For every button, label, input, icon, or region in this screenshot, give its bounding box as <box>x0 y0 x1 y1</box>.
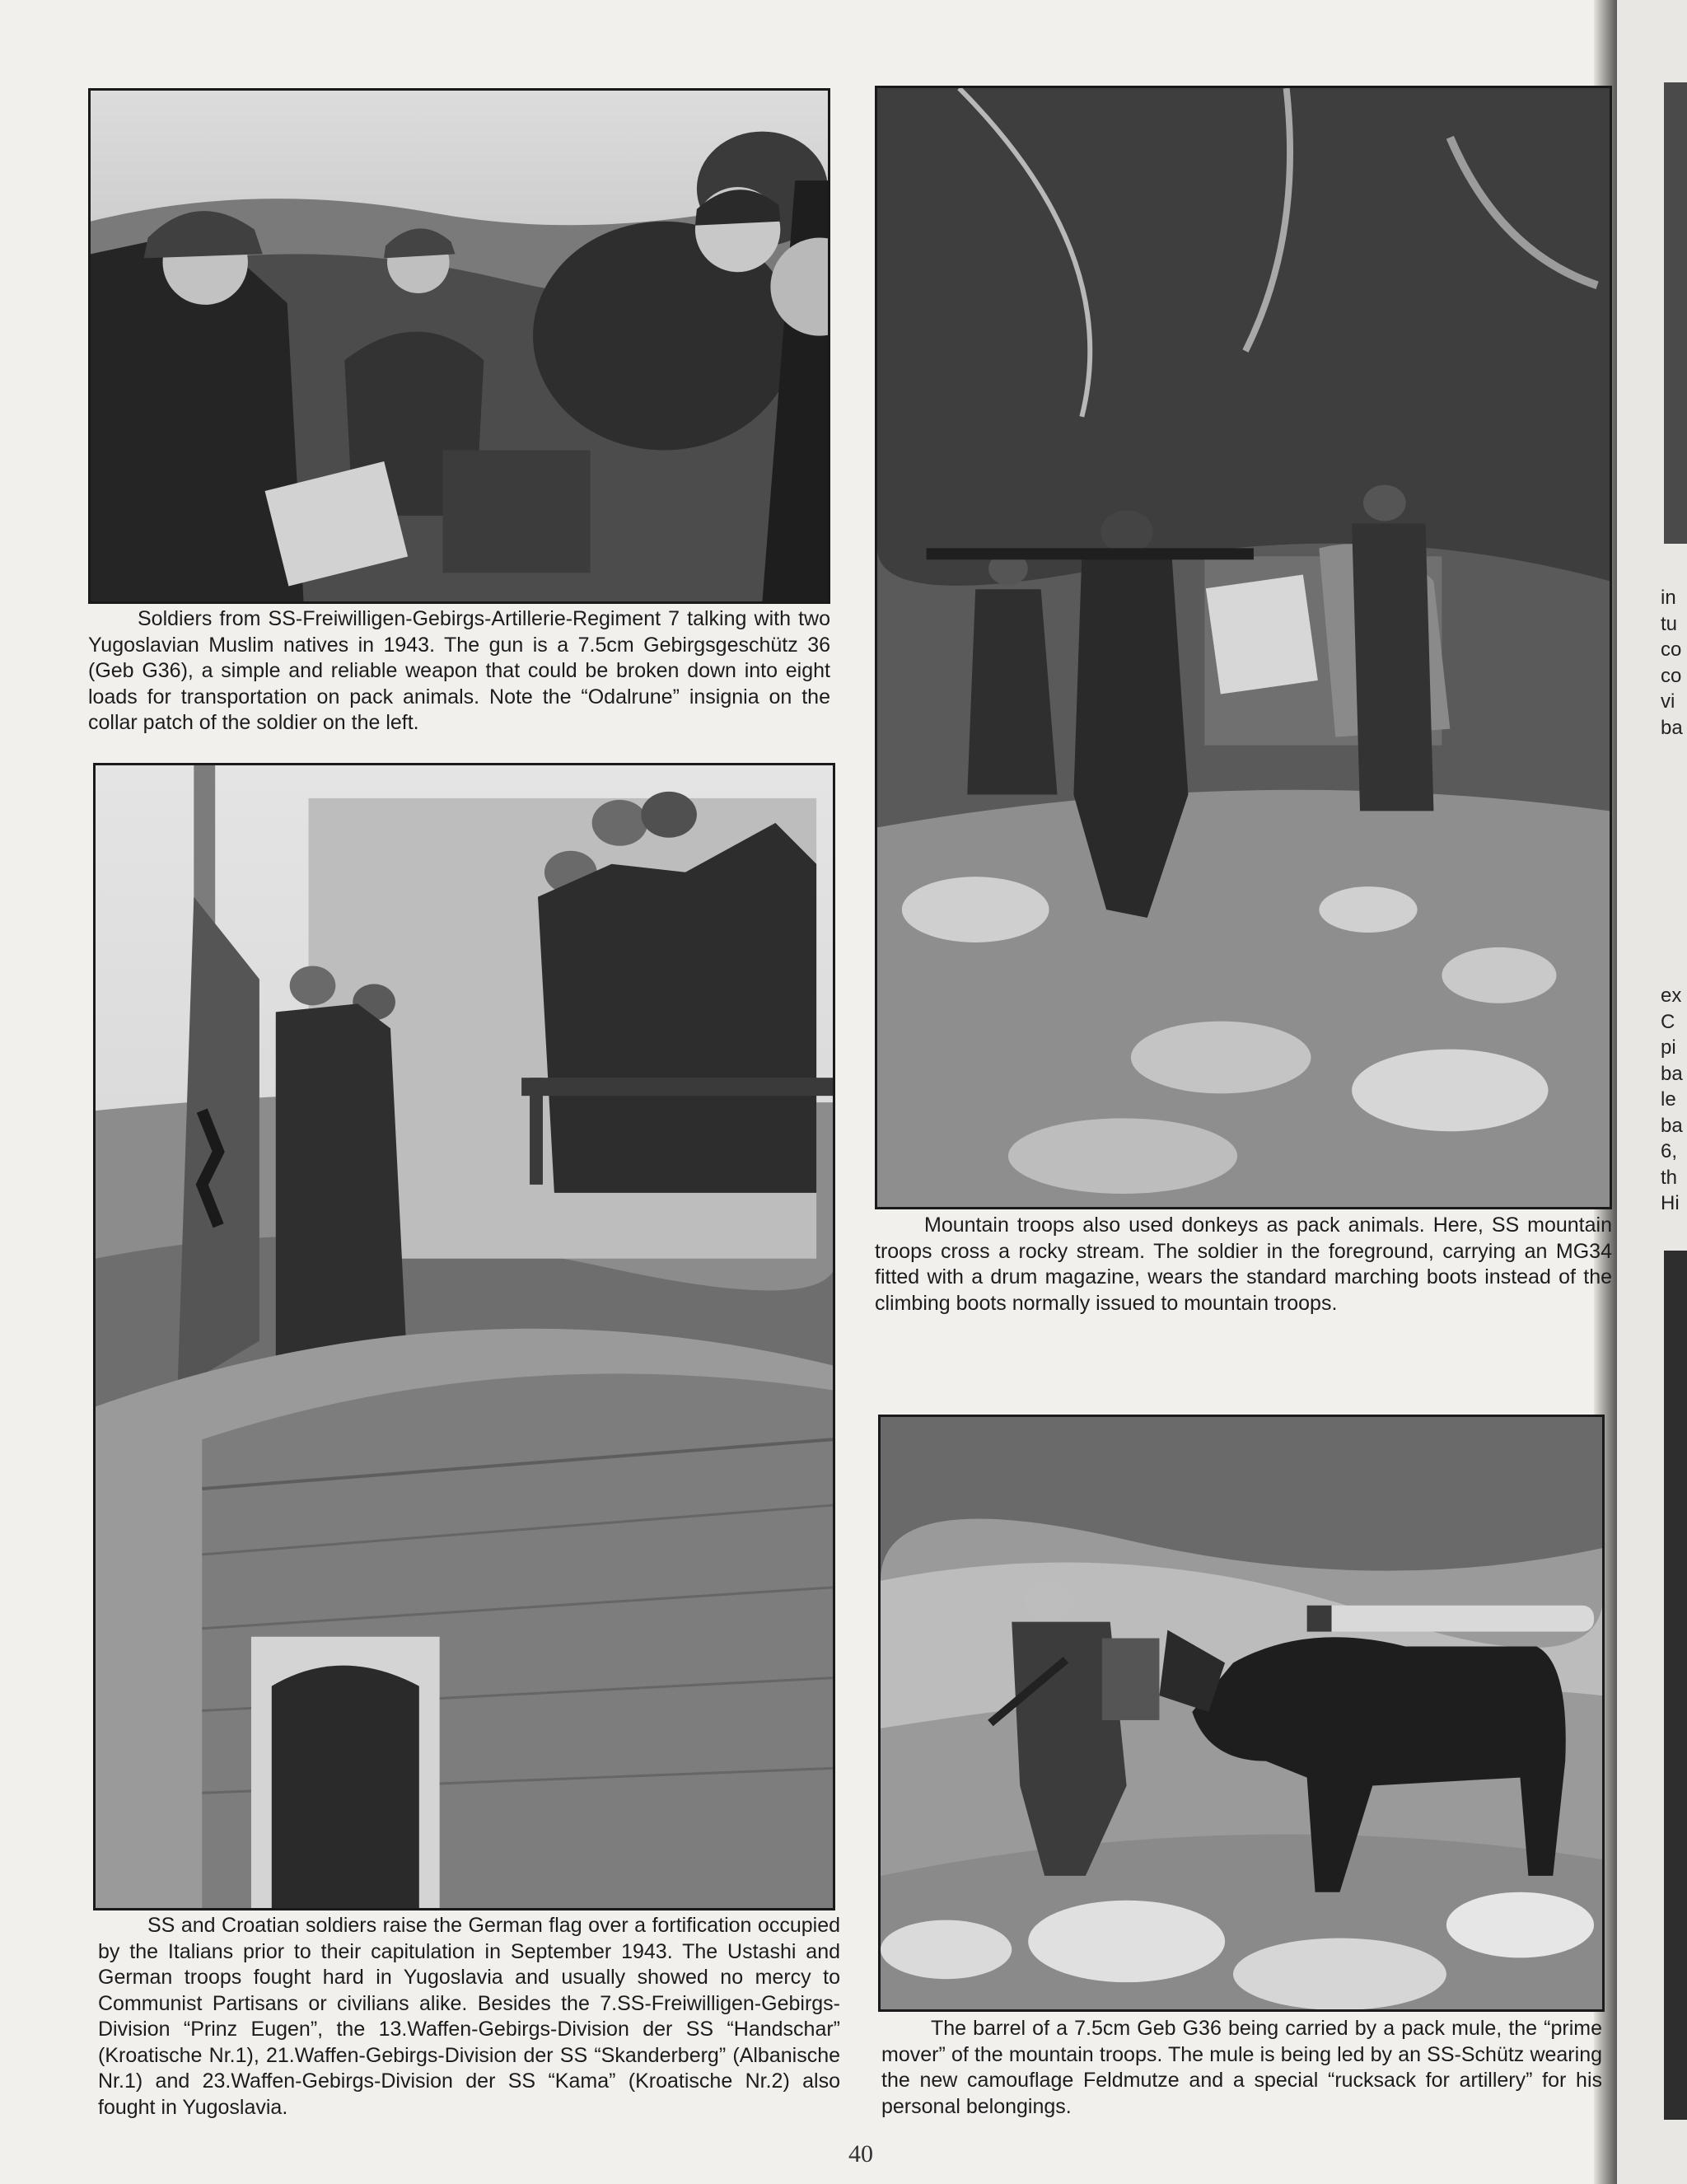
photo-1-caption: Soldiers from SS-Freiwilligen-Gebirgs-Artillerie-Regiment 7 talking with two Yugoslavian Muslim natives in 1943. The gun is a 7.5cm Gebirgsgeschütz 36 (Geb G36), a simple and reliable weapon that could be broken down into eight loads for transportation on pack animals. Note the “Odalrune” insignia on the collar patch of the soldier on the left. <box>88 607 830 734</box>
adjacent-fragment: ex <box>1661 984 1682 1007</box>
photo-2-caption: SS and Croatian soldiers raise the German flag over a fortification occupied by the Italians prior to their capitulation in September 1943. The Ustashi and German troops fought hard in Yugoslavia and usually showed no mercy to Communist Partisans or civilians alike. Besides the 7.SS-Freiwilligen-Gebirgs-Division “Prinz Eugen”, the 13.Waffen-Gebirgs-Division der SS “Handschar” (Kroatische Nr.1), 21.Waffen-Gebirgs-Division der SS “Skanderberg” (Albanische Nr.1) and 23.Waffen-Gebirgs-Division der SS “Kama” (Kroatische Nr.2) also fought in Yugoslavia. <box>98 1914 840 2119</box>
adjacent-fragment: vi <box>1661 690 1675 713</box>
adjacent-fragment: ba <box>1661 716 1683 739</box>
photo-troops-crossing-stream <box>875 86 1612 1209</box>
adjacent-fragment: ba <box>1661 1062 1683 1085</box>
adjacent-page-text-block-2 <box>1661 983 1687 1217</box>
photo-3-caption: Mountain troops also used donkeys as pack animals. Here, SS mountain troops cross a rocky stream. The soldier in the foreground, carrying an MG34 fitted with a drum magazine, wears the standard marching boots instead of the climbing boots normally issued to mountain troops. <box>875 1214 1612 1315</box>
adjacent-fragment: co <box>1661 638 1682 661</box>
adjacent-page-photo-bottom <box>1664 1251 1687 2120</box>
adjacent-fragment: pi <box>1661 1036 1676 1059</box>
adjacent-page-text-block-1 <box>1661 585 1687 741</box>
photo-mule-carrying-gun-barrel <box>878 1415 1605 2012</box>
photo-3-image <box>877 88 1610 1207</box>
adjacent-fragment: 6, <box>1661 1140 1678 1162</box>
photo-2-image <box>96 765 833 1908</box>
photo-4-image <box>881 1417 1602 2009</box>
adjacent-fragment: ba <box>1661 1114 1683 1137</box>
photo-1-image <box>91 91 828 601</box>
adjacent-fragment: le <box>1661 1088 1676 1111</box>
adjacent-fragment: C <box>1661 1010 1675 1033</box>
adjacent-fragment: tu <box>1661 612 1678 635</box>
page-number: 40 <box>848 2140 873 2168</box>
adjacent-fragment: Hi <box>1661 1192 1680 1214</box>
adjacent-fragment: th <box>1661 1166 1678 1189</box>
adjacent-page-photo-top <box>1664 82 1687 544</box>
photo-soldiers-with-mountain-gun <box>88 88 830 604</box>
adjacent-fragment: in <box>1661 587 1676 609</box>
photo-4-caption: The barrel of a 7.5cm Geb G36 being carried by a pack mule, the “prime mover” of the mountain troops. The mule is being led by an SS-Schütz wearing the new camouflage Feldmutze and a special “rucksack for artillery” for his personal belongings. <box>881 2017 1602 2118</box>
adjacent-fragment: co <box>1661 664 1682 687</box>
photo-flag-over-fortification <box>93 763 835 1910</box>
